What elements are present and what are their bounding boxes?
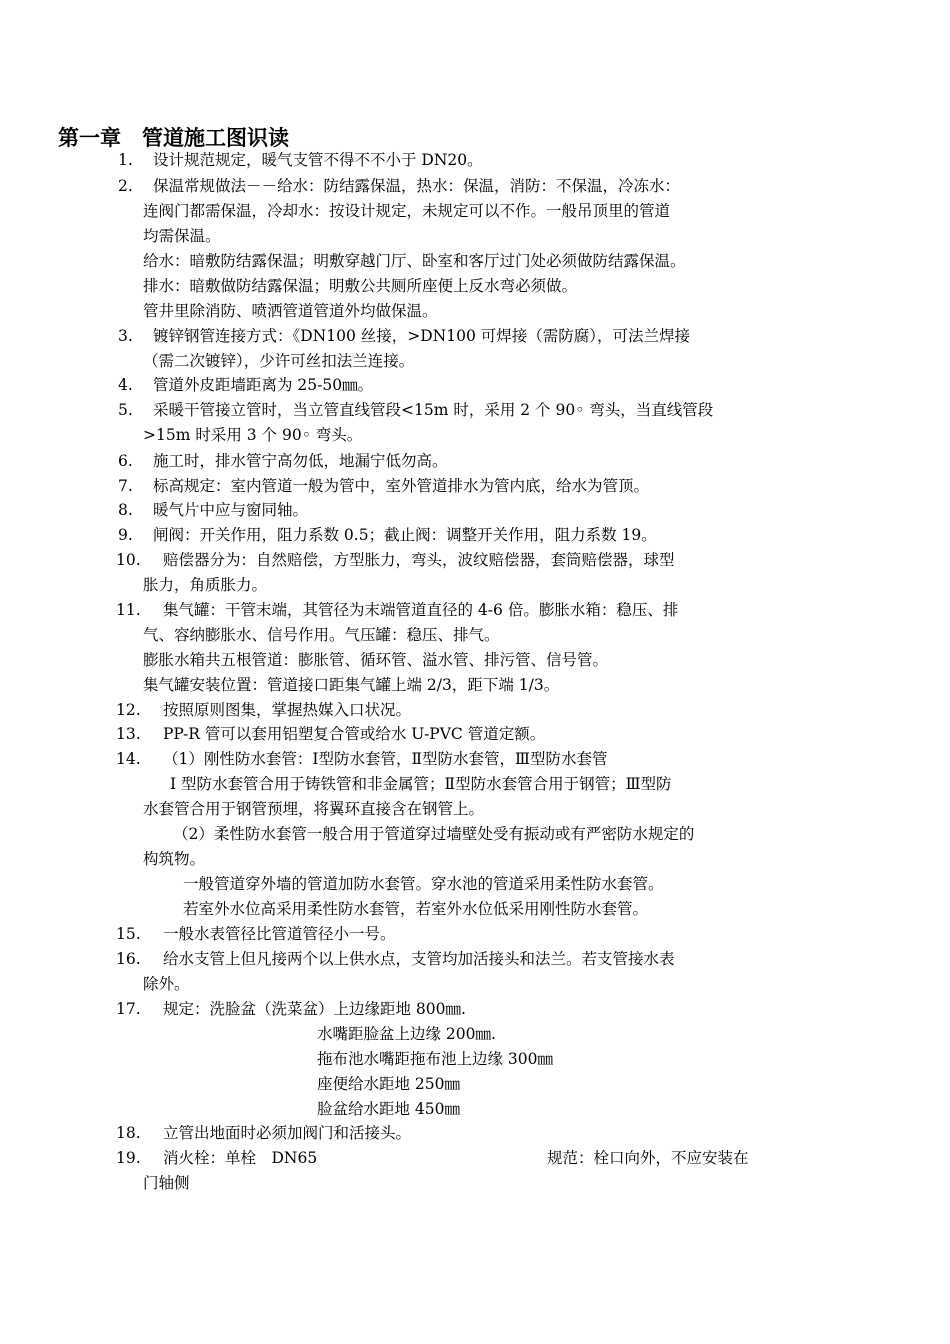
- item-number: 14.: [116, 750, 141, 768]
- text-line: PP-R 管可以套用铝塑复合管或给水 U-PVC 管道定额。: [163, 725, 546, 743]
- item-number: 13.: [116, 725, 141, 743]
- item-number: 4.: [118, 376, 133, 394]
- text-line: 暖气片中应与窗同轴。: [153, 501, 309, 519]
- item-number: 18.: [116, 1124, 141, 1142]
- text-line: 镀锌钢管连接方式：《DN100 丝接，>DN100 可焊接（需防腐），可法兰焊接: [153, 327, 690, 345]
- text-line: 立管出地面时必须加阀门和活接头。: [163, 1124, 412, 1142]
- item-number: 17.: [116, 1000, 141, 1018]
- text-line: 气、容纳膨胀水、信号作用。气压罐：稳压、排气。: [143, 626, 500, 644]
- text-line: 管井里除消防、喷洒管道管道外均做保温。: [143, 302, 438, 320]
- text-line: Ⅰ 型防水套管合用于铸铁管和非金属管；Ⅱ型防水套管合用于钢管；Ⅲ型防: [170, 775, 672, 793]
- text-line: 一般管道穿外墙的管道加防水套管。穿水池的管道采用柔性防水套管。: [183, 875, 664, 893]
- item-number: 12.: [116, 701, 141, 719]
- item-number: 8.: [118, 501, 133, 519]
- item-number: 1.: [118, 151, 133, 169]
- text-line: 均需保温。: [143, 227, 221, 245]
- text-line: 集气罐安装位置：管道接口距集气罐上端 2/3，距下端 1/3。: [143, 676, 560, 694]
- item-number: 3.: [118, 327, 133, 345]
- text-line: 门轴侧: [143, 1174, 190, 1192]
- text-line: 设计规范规定，暖气支管不得不不小于 DN20。: [153, 151, 483, 169]
- item-number: 10.: [116, 551, 141, 569]
- item-number: 11.: [116, 601, 141, 619]
- text-line: 标高规定：室内管道一般为管中，室外管道排水为管内底，给水为管顶。: [153, 477, 650, 495]
- chapter-title: 第一章 管道施工图识读: [58, 126, 289, 150]
- text-line: （1）刚性防水套管：Ⅰ型防水套管，Ⅱ型防水套管，Ⅲ型防水套管: [163, 750, 608, 768]
- item-number: 16.: [116, 950, 141, 968]
- text-line: 管道外皮距墙距离为 25-50㎜。: [153, 376, 374, 394]
- text-line: 给水：暗敷防结露保温；明敷穿越门厅、卧室和客厅过门处必须做防结露保温。: [143, 252, 686, 270]
- text-line: 一般水表管径比管道管径小一号。: [163, 925, 396, 943]
- text-line: 按照原则图集，掌握热媒入口状况。: [163, 701, 412, 719]
- item-number: 5.: [118, 401, 133, 419]
- text-line: 连阀门都需保温，冷却水：按设计规定，未规定可以不作。一般吊顶里的管道: [143, 202, 671, 220]
- text-line: 膨胀水箱共五根管道：膨胀管、循环管、溢水管、排污管、信号管。: [143, 651, 609, 669]
- item-number: 15.: [116, 925, 141, 943]
- text-line: 胀力，角质胀力。: [143, 576, 268, 594]
- text-line: 水嘴距脸盆上边缘 200㎜.: [317, 1025, 496, 1043]
- text-line: >15m 时采用 3 个 90◦ 弯头。: [143, 426, 363, 444]
- item-number: 19.: [116, 1149, 141, 1167]
- text-line: 脸盆给水距地 450㎜: [317, 1100, 461, 1118]
- text-line: （需二次镀锌），少许可丝扣法兰连接。: [143, 352, 415, 370]
- text-line: 水套管合用于钢管预埋，将翼环直接含在钢管上。: [143, 800, 485, 818]
- text-line: 拖布池水嘴距拖布池上边缘 300㎜: [317, 1050, 554, 1068]
- item-number: 7.: [118, 477, 133, 495]
- text-line: 规范：栓口向外，不应安装在: [547, 1149, 749, 1167]
- text-line: 若室外水位高采用柔性防水套管，若室外水位低采用刚性防水套管。: [183, 900, 649, 918]
- text-line: 除外。: [143, 975, 190, 993]
- text-line: 保温常规做法－－给水：防结露保温，热水：保温，消防：不保温，冷冻水：: [153, 177, 681, 195]
- text-line: 给水支管上但凡接两个以上供水点，支管均加活接头和法兰。若支管接水表: [163, 950, 675, 968]
- text-line: 赔偿器分为：自然赔偿，方型胀力，弯头，波纹赔偿器，套筒赔偿器，球型: [163, 551, 675, 569]
- text-line: 施工时，排水管宁高勿低，地漏宁低勿高。: [153, 452, 448, 470]
- item-number: 9.: [118, 526, 133, 544]
- item-number: 6.: [118, 452, 133, 470]
- text-line: 排水：暗敷做防结露保温；明敷公共厕所座便上反水弯必须做。: [143, 277, 578, 295]
- text-line: 闸阀：开关作用，阻力系数 0.5；截止阀：调整开关作用，阻力系数 19。: [153, 526, 657, 544]
- item-number: 2.: [118, 177, 133, 195]
- text-line: 采暖干管接立管时，当立管直线管段<15m 时，采用 2 个 90◦ 弯头，当直线管段: [153, 401, 714, 419]
- text-line: （2）柔性防水套管一般合用于管道穿过墙壁处受有振动或有严密防水规定的: [173, 825, 695, 843]
- text-line: 消火栓：单栓 DN65: [163, 1149, 318, 1167]
- text-line: 座便给水距地 250㎜: [317, 1075, 461, 1093]
- text-line: 构筑物。: [143, 850, 206, 868]
- text-line: 规定：洗脸盆（洗菜盆）上边缘距地 800㎜.: [163, 1000, 466, 1018]
- text-line: 集气罐：干管末端，其管径为末端管道直径的 4-6 倍。膨胀水箱：稳压、排: [163, 601, 679, 619]
